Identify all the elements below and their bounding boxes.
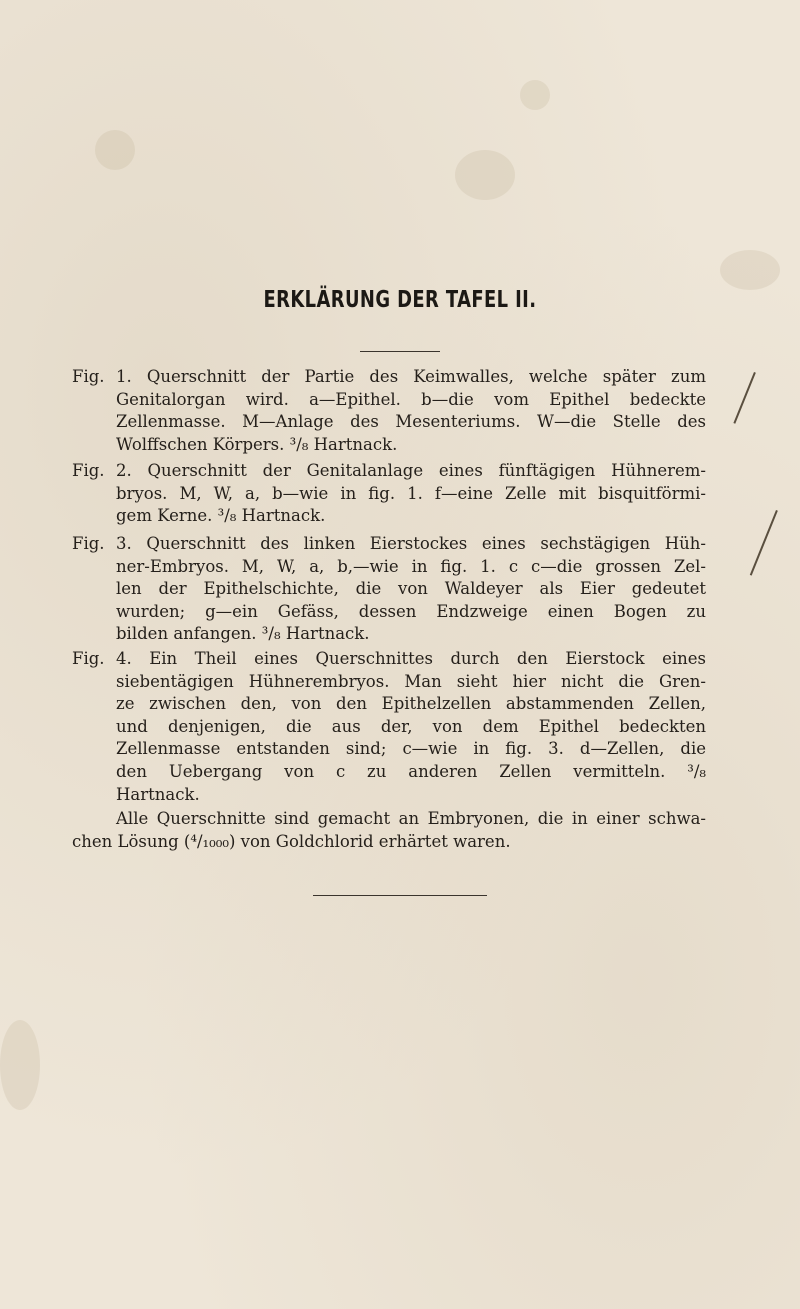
text-line: Zellenmasse. M—Anlage des Mesenteriums. W—die Stelle des <box>116 412 706 432</box>
paper-stain <box>520 80 550 110</box>
text-line: Wolffschen Körpers. ³/₈ Hartnack. <box>116 434 398 454</box>
page-title: ERKLÄRUNG DER TAFEL II. <box>263 287 537 313</box>
figure-entry-4 <box>72 648 706 806</box>
title-divider <box>360 351 440 352</box>
text-line: den Uebergang von c zu anderen Zellen vermitteln. ³/₈ <box>116 761 706 781</box>
end-divider <box>313 895 487 896</box>
text-line: bilden anfangen. ³/₈ Hartnack. <box>116 624 370 644</box>
text-line: ner-Embryos. M, W, a, b,—wie in fig. 1. c c—die grossen Zel- <box>116 556 706 576</box>
figure-label: Fig. <box>72 534 105 553</box>
text-line: Hartnack. <box>116 784 200 804</box>
text-line: 3. Querschnitt des linken Eierstockes eines sechstägigen Hüh- <box>116 534 706 553</box>
margin-pencil-mark <box>733 372 755 424</box>
figure-entry-2 <box>72 460 706 528</box>
text-line: 2. Querschnitt der Genitalanlage eines fünftägigen Hühnerem- <box>116 461 706 480</box>
text-line: 4. Ein Theil eines Querschnittes durch den Eierstock eines <box>116 649 706 668</box>
paper-stain <box>95 130 135 170</box>
text-line: siebentägigen Hühnerembryos. Man sieht hier nicht die Gren- <box>116 671 706 691</box>
text-line: 1. Querschnitt der Partie des Keimwalles, welche später zum <box>116 367 706 386</box>
text-line: und denjenigen, die aus der, von dem Epithel bedeckten <box>116 716 706 736</box>
closing-paragraph <box>72 808 706 853</box>
text-line: Alle Querschnitte sind gemacht an Embryonen, die in einer schwa- <box>116 809 706 828</box>
figure-entry-1 <box>72 366 706 456</box>
text-line: Genitalorgan wird. a—Epithel. b—die vom Epithel bedeckte <box>116 389 706 409</box>
text-line: len der Epithelschichte, die von Waldeyer als Eier gedeutet <box>116 579 706 599</box>
paper-stain <box>720 250 780 290</box>
figure-entry-3 <box>72 533 706 646</box>
figure-label: Fig. <box>72 649 105 668</box>
paper-stain <box>0 1020 40 1110</box>
margin-pencil-mark <box>750 510 778 576</box>
figure-label: Fig. <box>72 461 105 480</box>
text-line: bryos. M, W, a, b—wie in fig. 1. f—eine Zelle mit bisquitförmi- <box>116 483 706 503</box>
figure-label: Fig. <box>72 367 105 386</box>
paper-stain <box>455 150 515 200</box>
text-line: ze zwischen den, von den Epithelzellen abstammenden Zellen, <box>116 694 706 714</box>
text-line: Zellenmasse entstanden sind; c—wie in fig. 3. d—Zellen, die <box>116 739 706 759</box>
text-line: gem Kerne. ³/₈ Hartnack. <box>116 506 326 526</box>
text-line: chen Lösung (⁴/₁₀₀₀) von Goldchlorid erhärtet waren. <box>72 831 511 851</box>
text-line: wurden; g—ein Gefäss, dessen Endzweige einen Bogen zu <box>116 601 706 621</box>
